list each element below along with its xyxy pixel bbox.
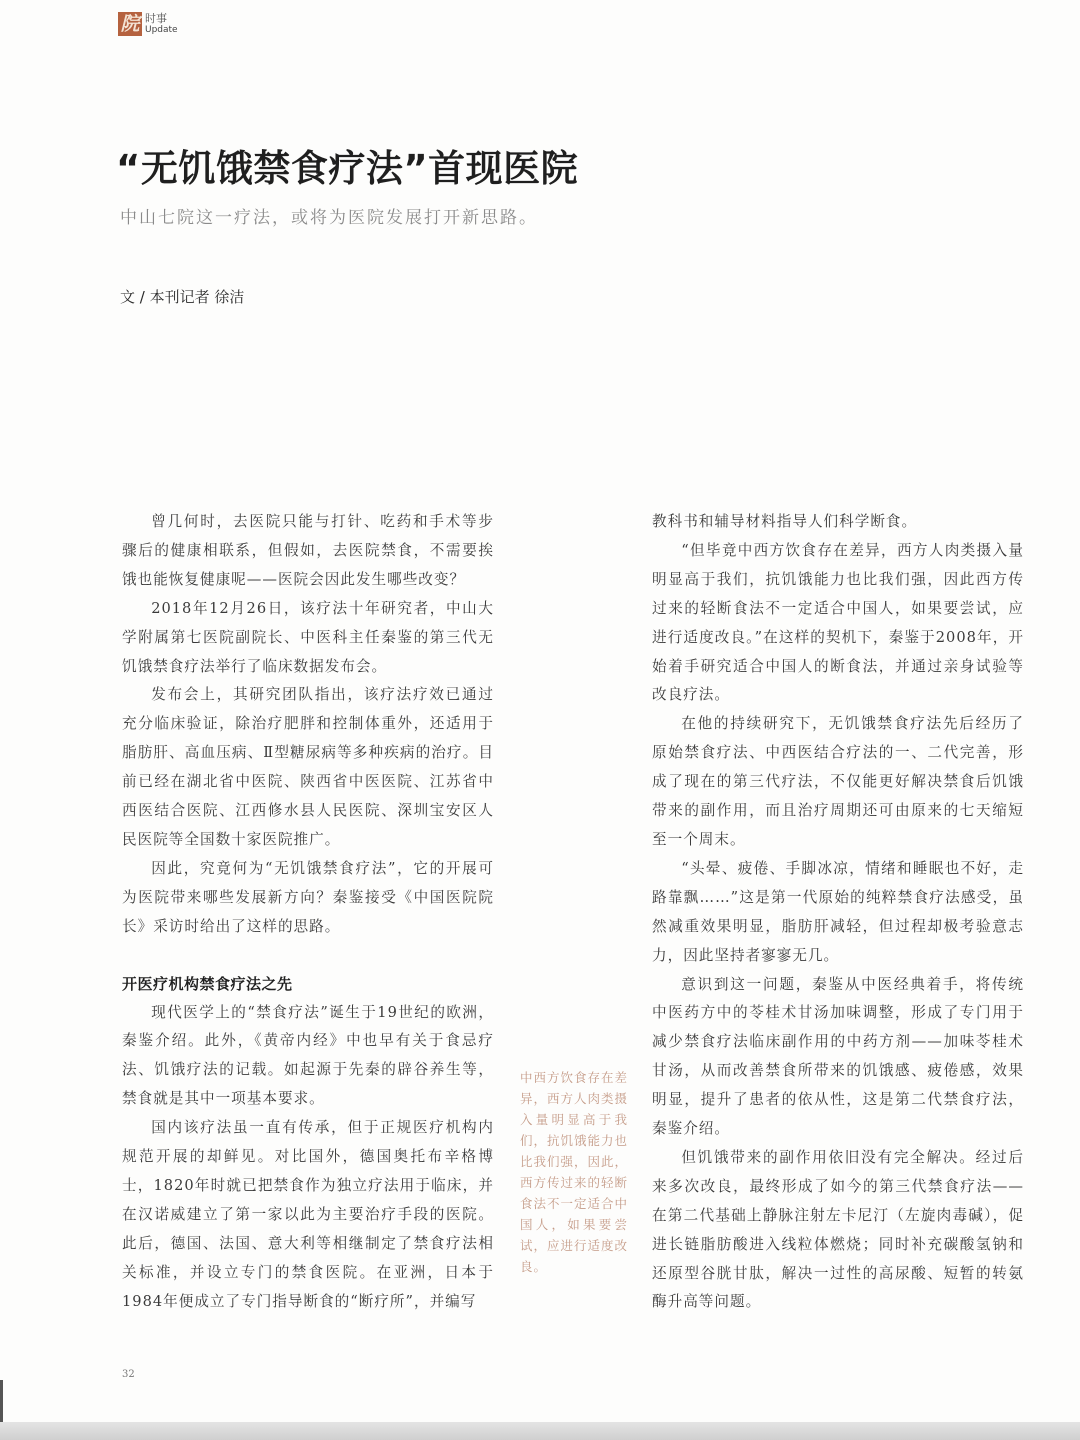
paragraph: 曾几何时，去医院只能与打针、吃药和手术等步骤后的健康相联系，但假如，去医院禁食，不需要挨饿也能恢复健康呢——医院会因此发生哪些改变？ <box>122 513 494 588</box>
section-heading: 开医疗机构禁食疗法之先 <box>122 974 293 993</box>
article-subtitle: 中山七院这一疗法，或将为医院发展打开新思路。 <box>120 208 538 228</box>
paragraph: 国内该疗法虽一直有传承，但于正规医疗机构内规范开展的却鲜见。对比国外，德国奥托布辛格博士，1820年时就已把禁食作为独立疗法用于临床，并在汉诺威建立了第一家以此为主要治疗手段的医院。此后，德国、法国、意大利等相继制定了禁食疗法相关标准，并设立专门的禁食医院。在亚洲，日本于1984年便成立了专门指导断食的“断疗所”，并编写 <box>122 1119 494 1310</box>
section-name-en: Update <box>145 25 178 35</box>
paragraph: 但饥饿带来的副作用依旧没有完全解决。经过后来多次改良，最终形成了如今的第三代禁食疗法——在第二代基础上静脉注射左卡尼汀（左旋肉毒碱），促进长链脂肪酸进入线粒体燃烧；同时补充碳酸氢钠和还原型谷胱甘肽，解决一过性的高尿酸、短暂的转氨酶升高等问题。 <box>652 1148 1024 1311</box>
paragraph-continuation: 教科书和辅导材料指导人们科学断食。 <box>652 513 918 530</box>
left-column <box>122 508 494 1316</box>
paragraph: 在他的持续研究下，无饥饿禁食疗法先后经历了原始禁食疗法、中西医结合疗法的一、二代完善，形成了现在的第三代疗法，不仅能更好解决禁食后饥饿带来的副作用，而且治疗周期还可由原来的七天缩短至一个周末。 <box>652 715 1024 848</box>
right-column <box>652 508 1024 1317</box>
article-title: “无饥饿禁食疗法”首现医院 <box>116 147 579 190</box>
paragraph: 因此，究竟何为“无饥饿禁食疗法”，它的开展可为医院带来哪些发展新方向？秦鉴接受《中国医院院长》采访时给出了这样的思路。 <box>122 859 494 935</box>
paragraph: 现代医学上的“禁食疗法”诞生于19世纪的欧洲，秦鉴介绍。此外，《黄帝内经》中也早有关于食忌疗法、饥饿疗法的记载。如起源于先秦的辟谷养生等，禁食就是其中一项基本要求。 <box>122 1003 494 1108</box>
scan-shadow <box>0 1422 1080 1440</box>
article-byline: 文 / 本刊记者 徐洁 <box>120 288 245 306</box>
pull-quote: 中西方饮食存在差异，西方人肉类摄入量明显高于我们，抗饥饿能力也比我们强，因此，西方传过来的轻断食法不一定适合中国人，如果要尝试，应进行适度改良。 <box>520 1070 629 1274</box>
section-badge <box>118 12 178 36</box>
paragraph: “头晕、疲倦、手脚冰凉，情绪和睡眠也不好，走路靠飘……”这是第一代原始的纯粹禁食疗法感受，虽然减重效果明显，脂肪肝减轻，但过程却极考验意志力，因此坚持者寥寥无几。 <box>652 859 1024 964</box>
page-number: 32 <box>122 1369 135 1380</box>
section-label <box>145 13 178 35</box>
paragraph: 2018年12月26日，该疗法十年研究者，中山大学附属第七医院副院长、中医科主任秦鉴的第三代无饥饿禁食疗法举行了临床数据发布会。 <box>122 599 494 675</box>
magazine-logo-icon: 院 <box>118 12 142 36</box>
section-name-cn: 时事 <box>145 12 167 25</box>
paragraph: 发布会上，其研究团队指出，该疗法疗效已通过充分临床验证，除治疗肥胖和控制体重外，还适用于脂肪肝、高血压病、Ⅱ型糖尿病等多种疾病的治疗。目前已经在湖北省中医院、陕西省中医医院、江苏省中西医结合医院、江西修水县人民医院、深圳宝安区人民医院等全国数十家医院推广。 <box>122 686 494 848</box>
paragraph: 意识到这一问题，秦鉴从中医经典着手，将传统中医药方中的苓桂术甘汤加味调整，形成了专门用于减少禁食疗法临床副作用的中药方剂——加味苓桂术甘汤，从而改善禁食所带来的饥饿感、疲倦感，效果明显，提升了患者的依从性，这是第二代禁食疗法，秦鉴介绍。 <box>652 975 1024 1138</box>
paragraph: “但毕竟中西方饮食存在差异，西方人肉类摄入量明显高于我们，抗饥饿能力也比我们强，因此西方传过来的轻断食法不一定适合中国人，如果要尝试，应进行适度改良。”在这样的契机下，秦鉴于2008年，开始着手研究适合中国人的断食法，并通过亲身试验等改良疗法。 <box>652 541 1024 704</box>
